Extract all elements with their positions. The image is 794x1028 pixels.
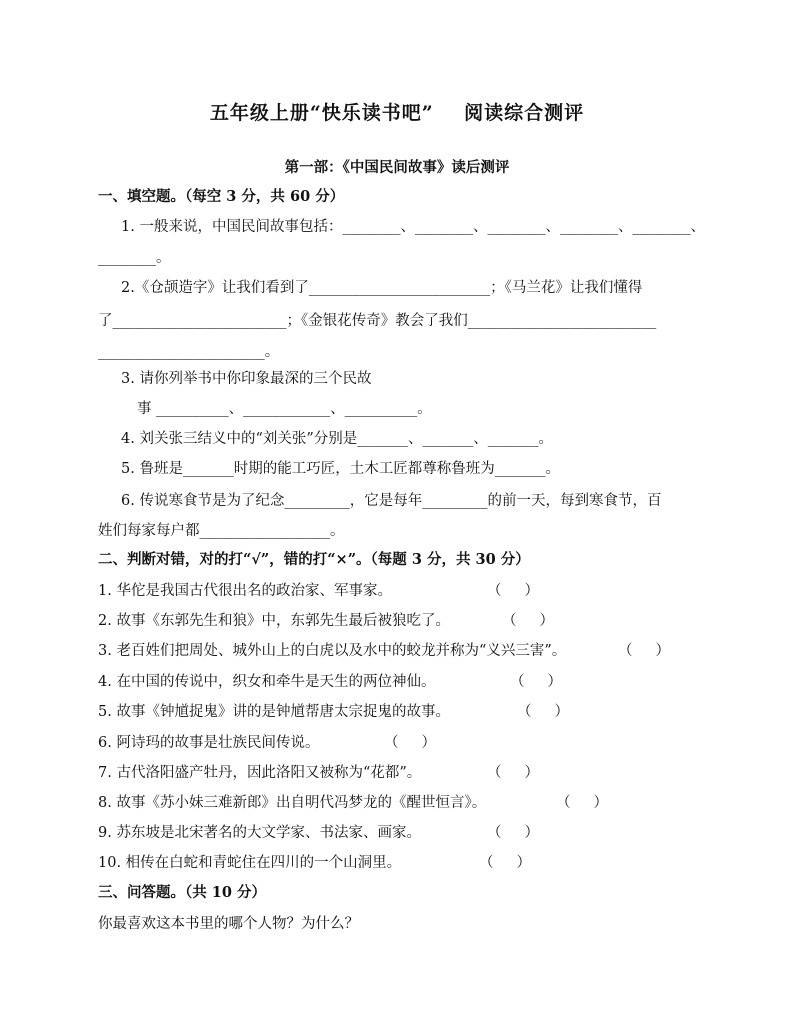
question-3: 3. 请你列举书中你印象最深的三个民故: [121, 371, 372, 387]
section1-heading: 一、填空题。（每空 3 分，共 60 分）: [98, 188, 345, 205]
judge-item-9: 9. 苏东坡是北宋著名的大文学家、书法家、画家。: [98, 825, 421, 841]
judge-answer-3: （ ）: [618, 643, 671, 659]
judge-item-3: 3. 老百姓们把周处、城外山上的白虎以及水中的蛟龙并称为“义兴三害”。: [98, 643, 567, 659]
section3-question: 你最喜欢这本书里的哪个人物？为什么？: [98, 916, 359, 932]
page-title: 五年级上册“快乐读书吧” 阅读综合测评: [209, 102, 585, 124]
question-2: 2.《仓颉造字》让我们看到了_________________________；《马兰花》让我们懂得: [121, 280, 643, 296]
judge-item-6: 6. 阿诗玛的故事是壮族民间传说。: [98, 735, 320, 751]
question-2-cont2: _______________________。: [98, 344, 280, 360]
judge-answer-9: （ ）: [487, 825, 540, 841]
judge-item-4: 4. 在中国的传说中，织女和牵牛是天生的两位神仙。: [98, 674, 436, 690]
question-2-cont: 了________________________；《金银花传奇》教会了我们__________________________: [98, 313, 657, 329]
judge-answer-5: （ ）: [517, 704, 570, 720]
section2-heading: 二、判断对错，对的打“√”，错的打“×”。（每题 3 分，共 30 分）: [98, 551, 530, 568]
judge-answer-8: （ ）: [556, 795, 609, 811]
question-5: 5. 鲁班是_______时期的能工巧匠，土木工匠都尊称鲁班为_______。: [121, 461, 560, 477]
question-3-cont: 事 __________、____________、__________。: [137, 401, 432, 417]
judge-answer-1: （ ）: [487, 583, 540, 599]
section3-heading: 三、问答题。（共 10 分）: [98, 884, 267, 901]
judge-answer-6: （ ）: [384, 735, 437, 751]
page-subtitle: 第一部：《中国民间故事》读后测评: [284, 159, 510, 176]
judge-answer-10: （ ）: [479, 855, 532, 871]
question-1: 1. 一般来说，中国民间故事包括：________、________、________、________、________、: [121, 219, 705, 235]
judge-item-7: 7. 古代洛阳盛产牡丹，因此洛阳又被称为“花都”。: [98, 765, 422, 781]
judge-item-8: 8. 故事《苏小妹三难新郎》出自明代冯梦龙的《醒世恒言》。: [98, 795, 487, 811]
judge-item-1: 1. 华佗是我国古代很出名的政治家、军事家。: [98, 583, 392, 599]
question-4: 4. 刘关张三结义中的“刘关张”分别是_______、_______、_______。: [121, 431, 554, 447]
question-6-cont: 姓们每家每户都__________________。: [98, 523, 345, 539]
judge-answer-2: （ ）: [502, 613, 555, 629]
judge-item-2: 2. 故事《东郭先生和狼》中，东郭先生最后被狼吃了。: [98, 613, 450, 629]
question-6: 6. 传说寒食节是为了纪念_________，它是每年_________的前一天，每到寒食节，百: [121, 493, 662, 509]
judge-item-10: 10. 相传在白蛇和青蛇住在四川的一个山洞里。: [98, 855, 402, 871]
judge-answer-7: （ ）: [487, 765, 540, 781]
judge-item-5: 5. 故事《钟馗捉鬼》讲的是钟馗帮唐太宗捉鬼的故事。: [98, 704, 450, 720]
question-1-cont: ________。: [98, 250, 171, 266]
judge-answer-4: （ ）: [510, 674, 563, 690]
